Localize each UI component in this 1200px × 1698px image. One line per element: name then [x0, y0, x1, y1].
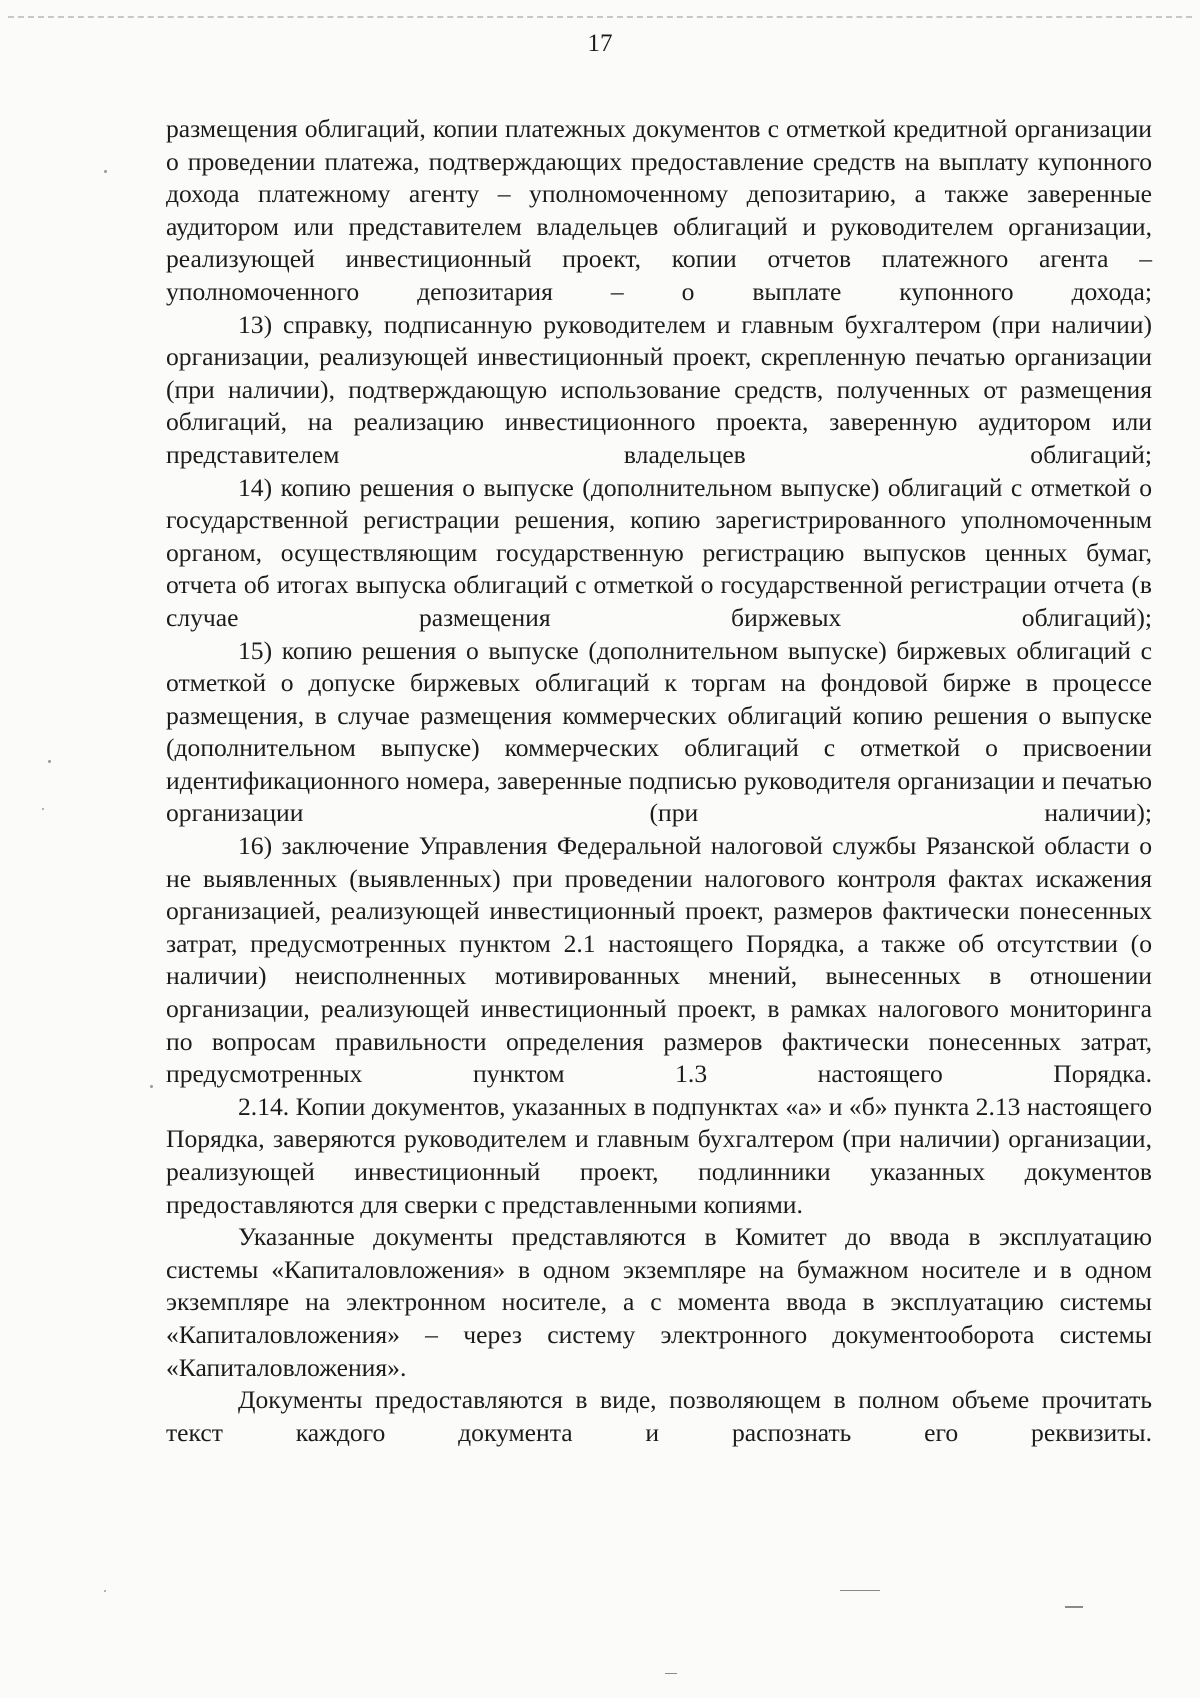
- scan-speck: [42, 808, 44, 810]
- page-number: 17: [587, 30, 613, 57]
- scan-mark: [665, 1673, 677, 1674]
- paragraph-item-14: 14) копию решения о выпуске (дополнительном выпуске) облигаций с отметкой о государственной регистрации решения, копию зарегистрированного уполномоченным органом, осуществляющим государственную регистрацию выпусков ценных бумаг, отчета об итогах выпуска облигаций с отметкой о государственной регистрации отчета (в случае размещения биржевых облигаций);: [166, 472, 1152, 632]
- scan-speck: [150, 1085, 153, 1088]
- paragraph-format: Документы предоставляются в виде, позволяющем в полном объеме прочитать текст каждого документа и распознать его реквизиты.: [166, 1385, 1152, 1447]
- document-body: [166, 113, 1152, 1449]
- scan-mark: [840, 1590, 880, 1591]
- paragraph-submission: Указанные документы представляются в Комитет до ввода в эксплуатацию системы «Капиталовложения» в одном экземпляре на бумажном носителе и в одном экземпляре на электронном носителе, а с момента ввода в эксплуатацию системы «Капиталовложения» – через систему электронного документооборота системы «Капиталовложения».: [166, 1222, 1152, 1382]
- paragraph-item-16: 16) заключение Управления Федеральной налоговой службы Рязанской области о не выявленных (выявленных) при проведении налогового контроля фактах искажения организацией, реализующей инвестиционный проект, размеров фактически понесенных затрат, предусмотренных пунктом 2.1 настоящего Порядка, а также об отсутствии (о наличии) неисполненных мотивированных мнений, вынесенных в отношении организации, реализующей инвестиционный проект, в рамках налогового мониторинга по вопросам правильности определения размеров фактически понесенных затрат, предусмотренных пунктом 1.3 настоящего Порядка.: [166, 831, 1152, 1089]
- scan-edge-line: [8, 16, 1192, 18]
- scan-speck: [104, 1590, 106, 1592]
- scan-mark: [1065, 1606, 1083, 1608]
- scan-speck: [48, 760, 51, 763]
- paragraph-2-14: 2.14. Копии документов, указанных в подпунктах «а» и «б» пункта 2.13 настоящего Порядка, заверяются руководителем и главным бухгалтером (при наличии) организации, реализующей инвестиционный проект, подлинники указанных документов предоставляются для сверки с представленными копиями.: [166, 1091, 1152, 1219]
- scan-speck: [104, 170, 107, 173]
- paragraph-item-13: 13) справку, подписанную руководителем и главным бухгалтером (при наличии) организации, реализующей инвестиционный проект, скрепленную печатью организации (при наличии), подтверждающую использование средств, полученных от размещения облигаций, на реализацию инвестиционного проекта, заверенную аудитором или представителем владельцев облигаций;: [166, 309, 1152, 469]
- paragraph-continuation: размещения облигаций, копии платежных документов с отметкой кредитной организации о проведении платежа, подтверждающих предоставление средств на выплату купонного дохода платежному агенту – уполномоченному депозитарию, а также заверенные аудитором или представителем владельцев облигаций и руководителем организации, реализующей инвестиционный проект, копии отчетов платежного агента – уполномоченного депозитария – о выплате купонного дохода;: [166, 114, 1152, 306]
- paragraph-item-15: 15) копию решения о выпуске (дополнительном выпуске) биржевых облигаций с отметкой о допуске биржевых облигаций к торгам на фондовой бирже в процессе размещения, в случае размещения коммерческих облигаций копию решения о выпуске (дополнительном выпуске) коммерческих облигаций с отметкой о присвоении идентификационного номера, заверенные подписью руководителя организации и печатью организации (при наличии);: [166, 635, 1152, 828]
